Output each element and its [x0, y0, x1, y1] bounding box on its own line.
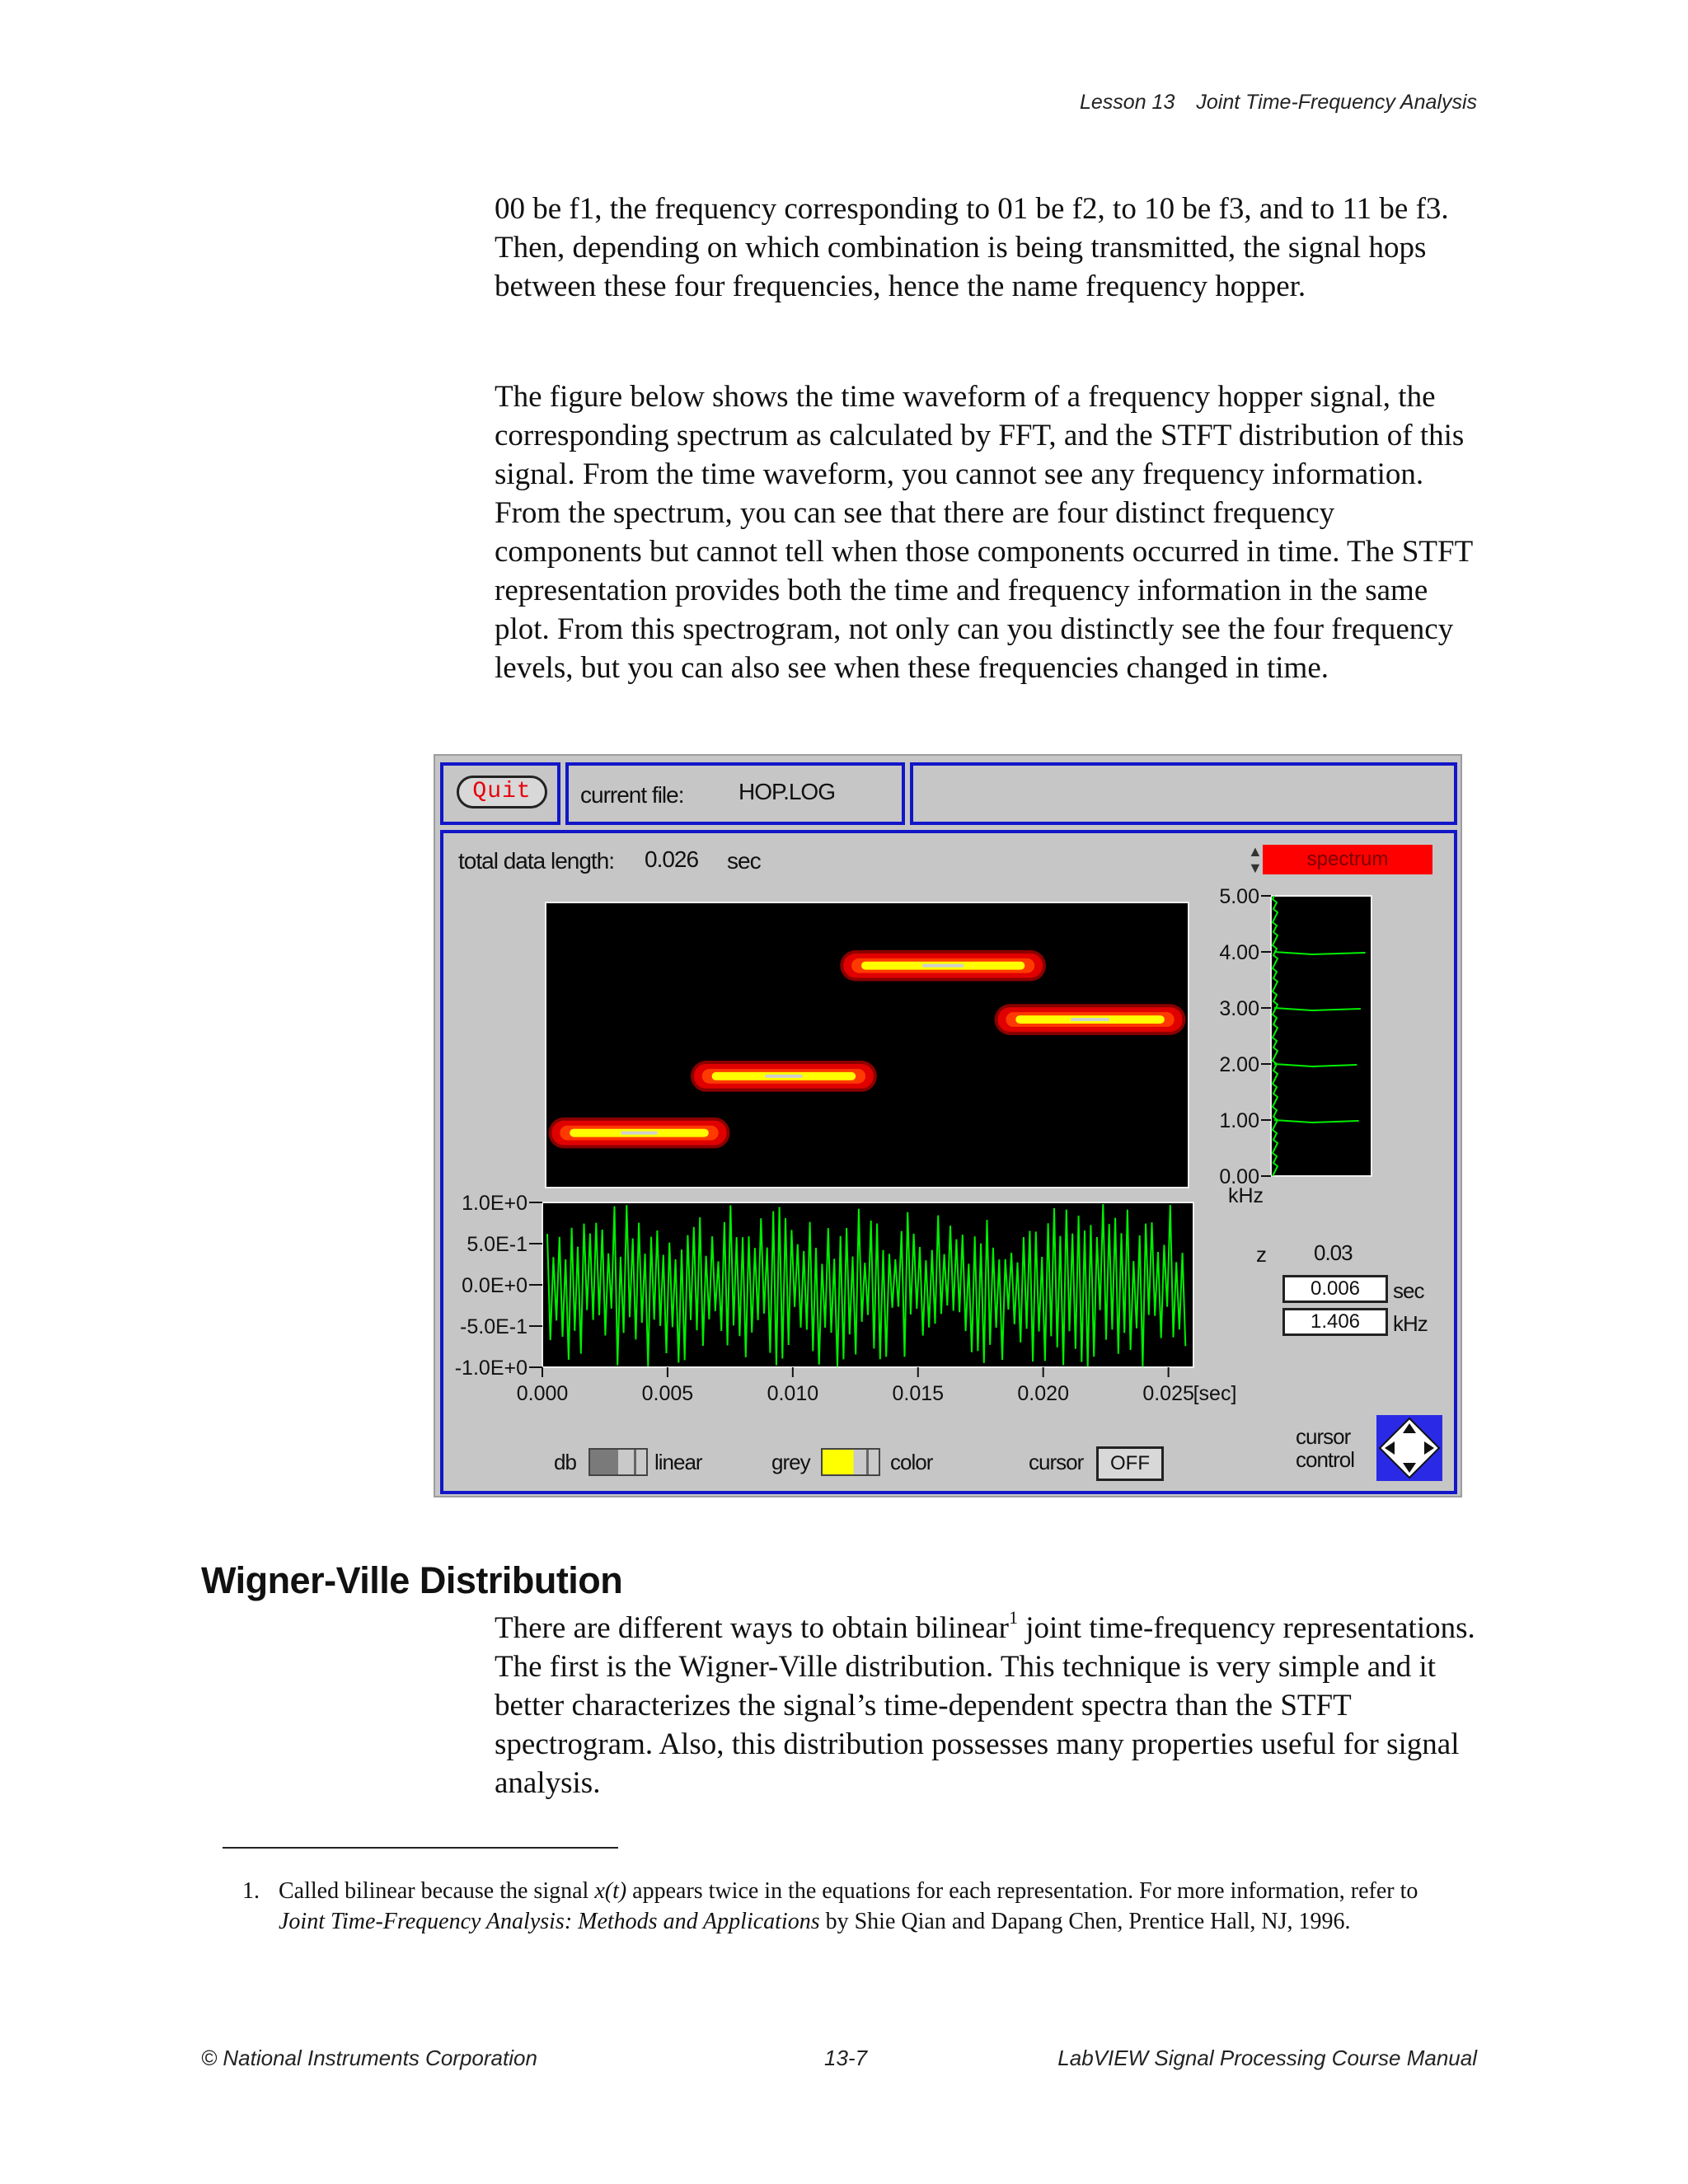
p3-text-after: joint time-frequency representations. The first is the Wigner-Ville distribution. This technique is very simple and it better characterizes the signal’s time-dependent spectra than the STFT spectrogram. Also, this distribution possesses many properties useful for signal analysis.	[495, 1611, 1475, 1800]
cursor-off-button[interactable]: OFF	[1096, 1446, 1164, 1481]
spectrum-y-tick: 4.00	[1219, 941, 1259, 964]
paragraph-wigner-ville	[495, 1606, 1484, 1802]
total-length-label: total data length:	[458, 848, 615, 874]
footnote-signal: x(t)	[594, 1878, 627, 1904]
footnote-text-b: appears twice in the equations for each representation. For more information, refer to	[626, 1878, 1418, 1904]
cursor-freq-field[interactable]: 1.406	[1282, 1308, 1388, 1336]
spectrum-y-tick: 1.00	[1219, 1109, 1259, 1132]
cursor-time-field[interactable]: 0.006	[1282, 1275, 1388, 1303]
cursor-label: cursor	[1029, 1450, 1084, 1474]
waveform-x-tick: 0.005	[641, 1382, 694, 1405]
header-lesson: Lesson 13	[1079, 91, 1175, 114]
labview-front-panel-figure	[434, 754, 1462, 1497]
spectrogram-segment-2	[691, 1061, 877, 1092]
total-length-unit: sec	[727, 848, 761, 874]
quit-button[interactable]: Quit	[457, 776, 547, 808]
linear-label: linear	[654, 1450, 702, 1474]
footnote-rule	[223, 1847, 618, 1849]
header-title: Joint Time-Frequency Analysis	[1196, 91, 1477, 114]
waveform-x-tick: 0.025	[1142, 1382, 1194, 1405]
total-length-value: 0.026	[645, 846, 699, 872]
spectrum-y-tick: 0.00	[1219, 1165, 1259, 1188]
grey-label: grey	[771, 1450, 810, 1474]
color-label: color	[890, 1450, 933, 1474]
spectrum-x-label: kHz	[1228, 1184, 1264, 1207]
db-linear-switch[interactable]	[588, 1448, 648, 1476]
spectrogram-segment-3	[840, 950, 1046, 982]
waveform-y-tick: -5.0E-1	[460, 1315, 528, 1338]
waveform-y-tick: 5.0E-1	[467, 1233, 528, 1256]
paragraph-frequency-mapping: 00 be f1, the frequency corresponding to 01 be f2, to 10 be f3, and to 11 be f3. Then, depending on which combination is being transmitted, the signal hops between these four frequencies, hence the name frequency hopper.	[495, 192, 1449, 303]
footnote-reference[interactable]: 1	[1008, 1606, 1018, 1628]
footnote-text	[246, 1876, 1449, 1937]
footnote-text-c: by Shie Qian and Dapang Chen, Prentice Hall, NJ, 1996.	[819, 1909, 1351, 1934]
quit-frame	[440, 762, 560, 825]
current-file-label: current file:	[580, 782, 684, 808]
cursor-control-pad[interactable]	[1376, 1415, 1442, 1481]
mode-updown-icon[interactable]: ▲ ▼	[1248, 843, 1263, 876]
waveform-y-tick: -1.0E+0	[454, 1357, 528, 1380]
db-label: db	[554, 1450, 576, 1474]
p3-text-before: There are different ways to obtain bilinear	[495, 1611, 1009, 1645]
waveform-x-unit: [sec]	[1193, 1382, 1237, 1405]
current-file-value: HOP.LOG	[738, 779, 835, 804]
cursor-control-line1: cursor	[1296, 1424, 1351, 1449]
spectrum-y-tick: 2.00	[1219, 1053, 1259, 1076]
mode-selector[interactable]: spectrum	[1263, 845, 1432, 874]
grey-color-switch[interactable]	[821, 1448, 880, 1476]
cursor-control-line2: control	[1296, 1447, 1355, 1472]
fft-spectrum-plot	[1177, 885, 1454, 1207]
z-value: 0.03	[1314, 1240, 1353, 1265]
current-file-frame	[565, 762, 905, 825]
cursor-control-label	[1296, 1425, 1354, 1471]
waveform-y-tick: 1.0E+0	[462, 1192, 528, 1215]
spectrogram-segment-4	[995, 1004, 1186, 1035]
footnote-text-a: Called bilinear because the signal	[279, 1878, 595, 1904]
waveform-y-tick: 0.0E+0	[462, 1274, 528, 1297]
footer-copyright: © National Instruments Corporation	[201, 2046, 537, 2070]
waveform-x-tick: 0.020	[1017, 1382, 1069, 1405]
stft-spectrogram	[545, 902, 1189, 1188]
footnote-book-title: Joint Time-Frequency Analysis: Methods and Applications	[279, 1909, 820, 1934]
paragraph-figure-description: The figure below shows the time waveform of a frequency hopper signal, the corresponding spectrum as calculated by FFT, and the STFT distribution of this signal. From the time waveform, you cannot see any frequency information. From the spectrum, you can see that there are four distinct frequency components but cannot tell when those components occurred in time. The STFT representation provides both the time and frequency information in the same plot. From this spectrogram, not only can you distinctly see the four frequency levels, but you can also see when these frequencies changed in time.	[495, 380, 1473, 685]
running-header	[1080, 91, 1477, 115]
cursor-freq-unit: kHz	[1393, 1311, 1428, 1336]
z-label: z	[1256, 1242, 1266, 1267]
cursor-time-unit: sec	[1393, 1278, 1424, 1303]
section-heading: Wigner-Ville Distribution	[201, 1559, 623, 1601]
waveform-x-tick: 0.000	[516, 1382, 569, 1405]
footnote	[242, 1876, 1449, 1937]
waveform-x-tick: 0.015	[892, 1382, 945, 1405]
footnote-number: 1.	[242, 1878, 260, 1904]
footer-page-number: 13-7	[824, 2046, 868, 2070]
footer-manual-title: LabVIEW Signal Processing Course Manual	[1057, 2046, 1477, 2070]
status-frame	[910, 762, 1457, 825]
waveform-x-tick: 0.010	[767, 1382, 819, 1405]
spectrogram-segment-1	[548, 1118, 729, 1149]
spectrum-y-tick: 5.00	[1219, 885, 1259, 908]
spectrum-y-tick: 3.00	[1219, 997, 1259, 1020]
